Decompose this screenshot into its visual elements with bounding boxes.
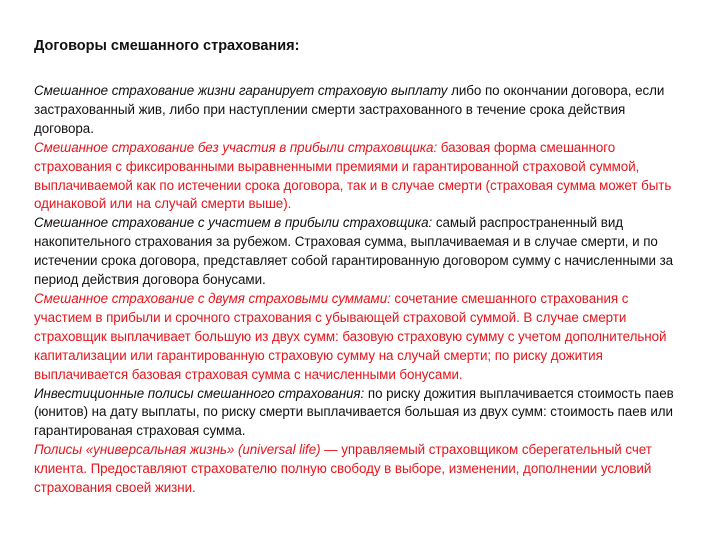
term: Смешанное страхование с двумя страховыми суммами: bbox=[34, 290, 391, 306]
definition: либо по окончании договора, если застрахованный жив, либо при наступлении смерти застрахованного в течение срока действия договора. bbox=[34, 83, 665, 136]
definition: сочетание смешанного страхования с участием в прибыли и срочного страхования с убывающей страховой суммой. В случае смерти страховщик выплачивает большую из двух сумм: базовую страховую сумму с учетом дополнительной капитализации или гарантированную страховую сумму на случай смерти; по риску дожития выплачивается базовая страховая сумма с начисленными бонусами. bbox=[34, 290, 667, 382]
paragraph-investment-policies bbox=[34, 385, 686, 442]
paragraph-without-profit bbox=[34, 139, 686, 215]
definition: самый распространенный вид накопительного страхования за рубежом. Страховая сумма, выплачиваемая и в случае смерти, и по истечении срока договора, представляет собой гарантированную договором сумму с начисленными за период действия договора бонусами. bbox=[34, 215, 674, 288]
paragraph-mixed-insurance bbox=[34, 82, 686, 139]
paragraph-universal-life bbox=[34, 441, 686, 498]
term: Полисы «универсальная жизнь» (universal life) bbox=[34, 442, 321, 458]
term: Смешанное страхование без участия в прибыли страховщика: bbox=[34, 139, 438, 155]
paragraph-with-profit bbox=[34, 214, 686, 290]
definition: — управляемый страховщиком сберегательный счет клиента. Предоставляют страхователю полную свободу в выборе, изменении, дополнении условий страхования своей жизни. bbox=[34, 442, 652, 496]
paragraph-two-sums bbox=[34, 290, 686, 385]
definition: базовая форма смешанного страхования с фиксированными выравненными премиями и гарантированной страховой суммой, выплачиваемой как по истечении срока договора, так и в случае смерти (страховая сумма может быть одинаковой или на случай смерти выше). bbox=[34, 139, 672, 212]
definition: по риску дожития выплачивается стоимость паев (юнитов) на дату выплаты, по риску смерти выплачивается большая из двух сумм: стоимость паев или гарантированая страховая сумма. bbox=[34, 385, 674, 439]
term: Смешанное страхование жизни гаранирует страховую выплату bbox=[34, 83, 448, 98]
term: Инвестиционные полисы смешанного страхования: bbox=[34, 385, 365, 401]
slide-title: Договоры смешанного страхования: bbox=[34, 38, 300, 54]
term: Смешанное страхование с участием в прибыли страховщика: bbox=[34, 215, 433, 231]
